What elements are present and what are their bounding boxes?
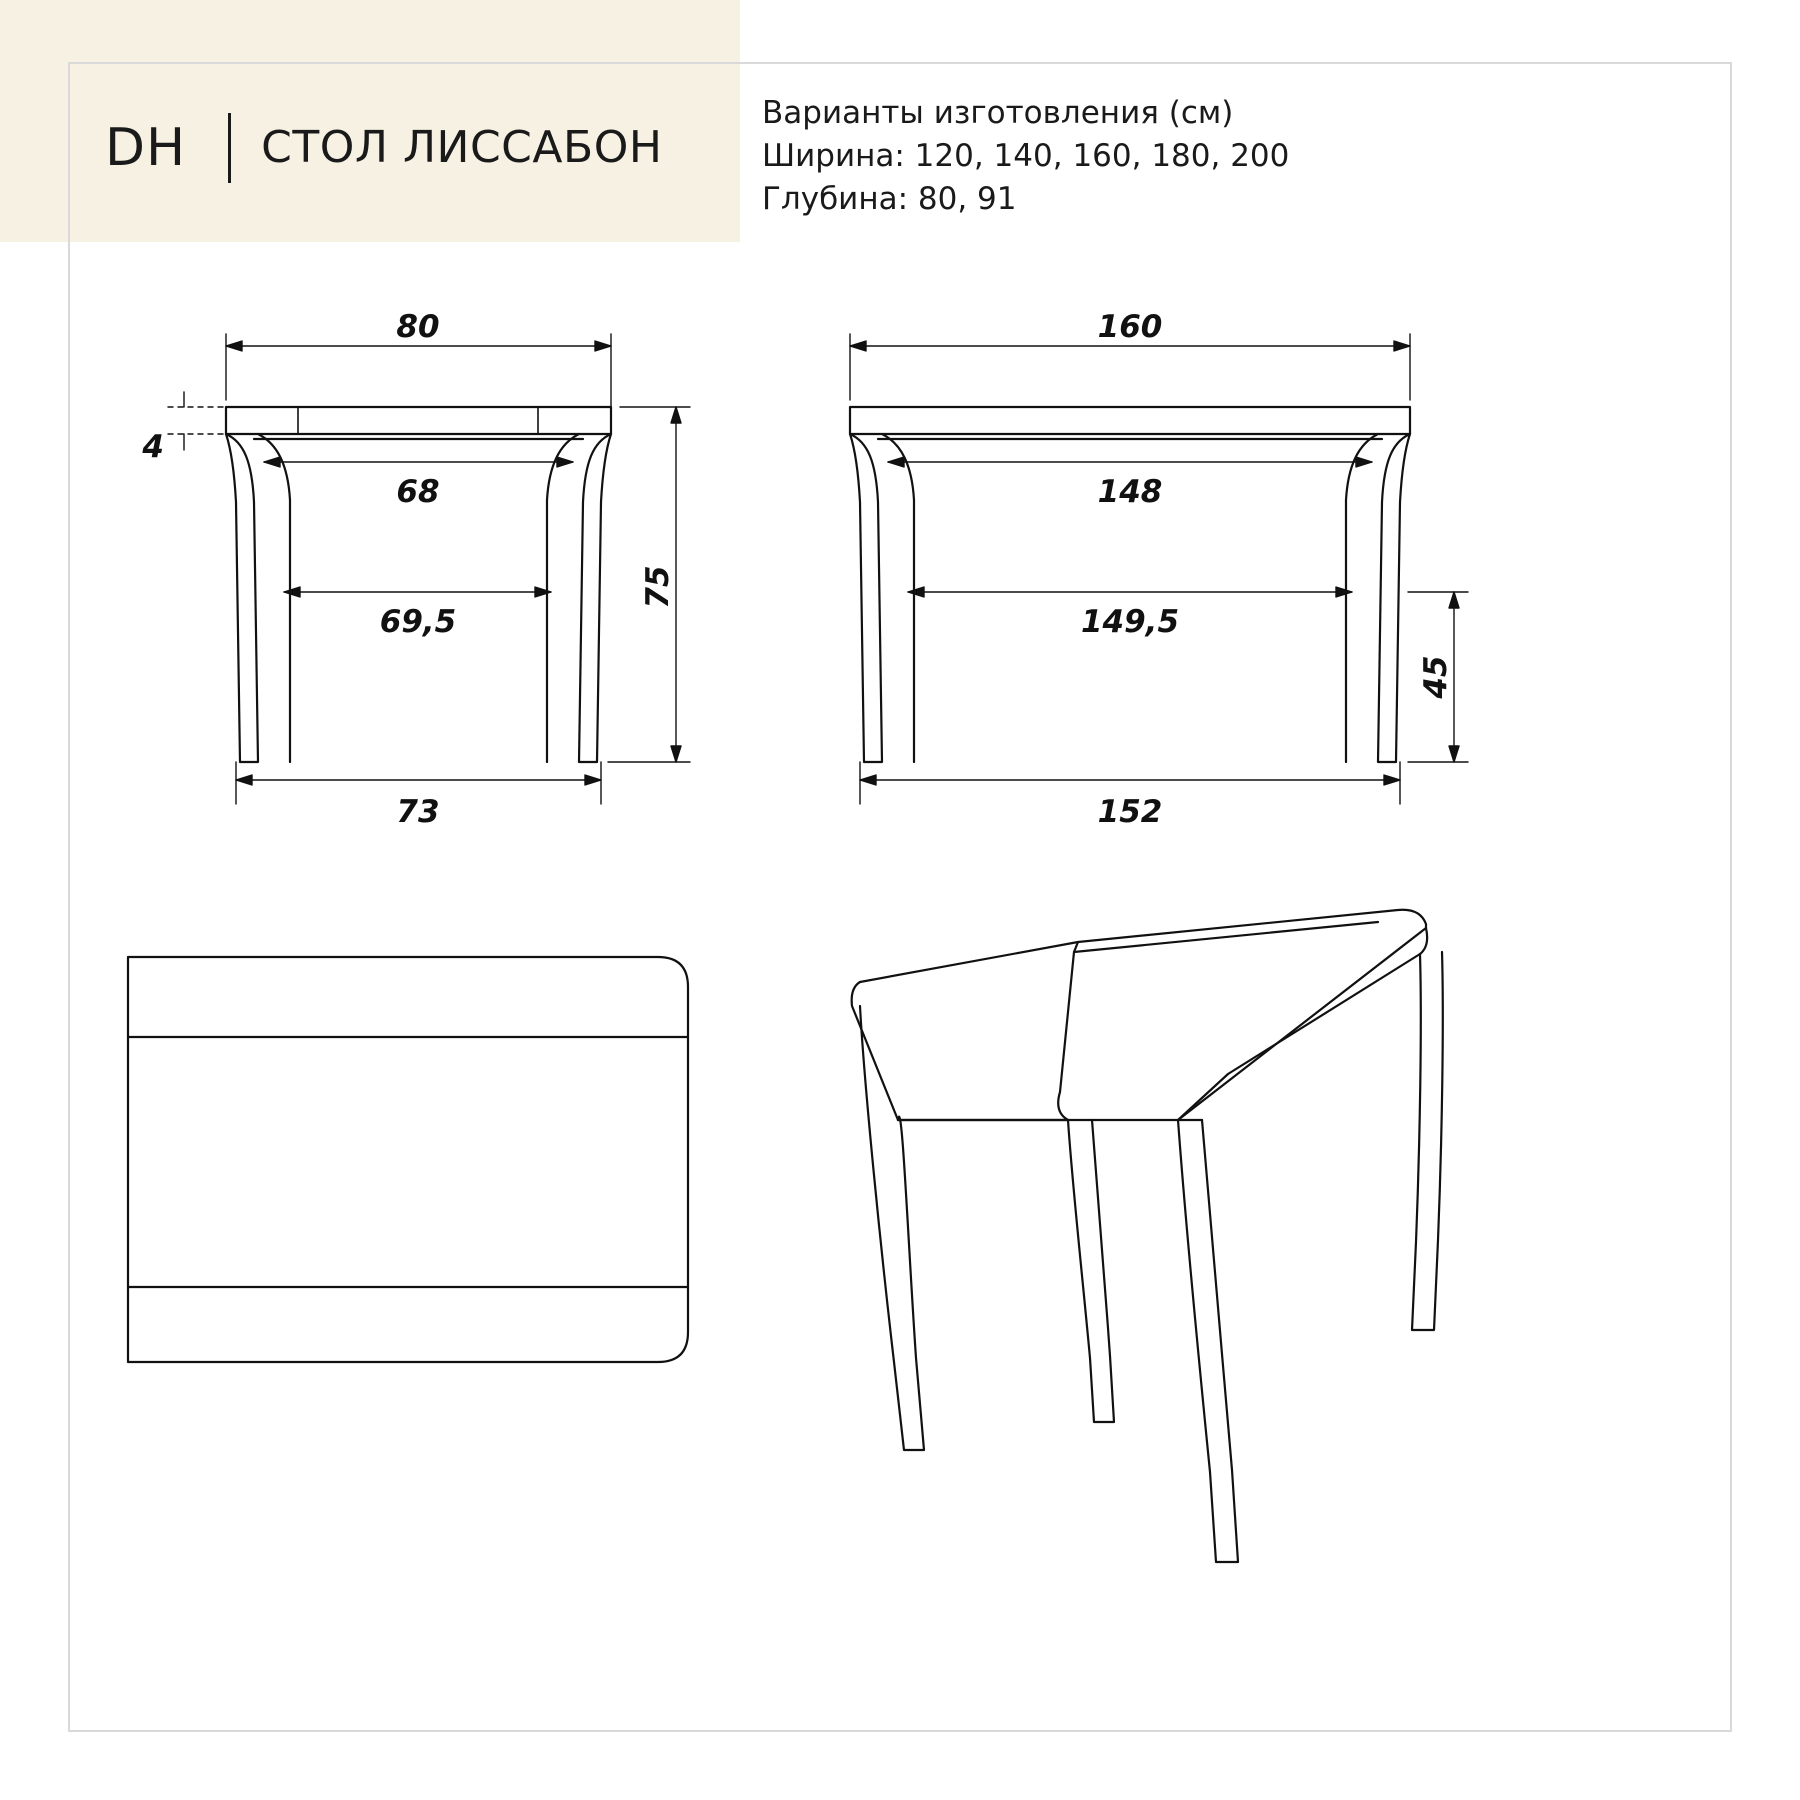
dim-front-inner-mid: 149,5 xyxy=(1080,604,1180,640)
dim-side-inner-mid: 69,5 xyxy=(379,604,457,640)
front-view-dimensions xyxy=(850,334,1468,804)
plan-view-geometry xyxy=(128,957,688,1362)
specs-width: Ширина: 120, 140, 160, 180, 200 xyxy=(762,137,1290,174)
dim-side-inner-top: 68 xyxy=(396,474,440,510)
dim-front-leg-height: 45 xyxy=(1418,655,1454,699)
page-title: СТОЛ ЛИССАБОН xyxy=(261,122,663,173)
dim-front-inner-top: 148 xyxy=(1097,474,1163,510)
side-view-dimensions xyxy=(168,334,690,804)
specs-depth: Глубина: 80, 91 xyxy=(762,180,1017,217)
technical-drawing xyxy=(68,62,1732,1732)
specs-heading: Варианты изготовления (см) xyxy=(762,95,1234,131)
dim-side-floor-width: 73 xyxy=(396,794,440,830)
dim-side-thickness: 4 xyxy=(142,429,164,465)
brand-logo: DH xyxy=(105,118,187,178)
front-view-geometry xyxy=(850,407,1410,762)
side-view-geometry xyxy=(226,407,611,762)
dim-side-height: 75 xyxy=(640,565,676,609)
perspective-view-geometry xyxy=(852,910,1443,1562)
dim-side-top-width: 80 xyxy=(396,309,440,345)
dim-front-floor-width: 152 xyxy=(1097,794,1163,830)
dim-front-top-width: 160 xyxy=(1097,309,1163,345)
